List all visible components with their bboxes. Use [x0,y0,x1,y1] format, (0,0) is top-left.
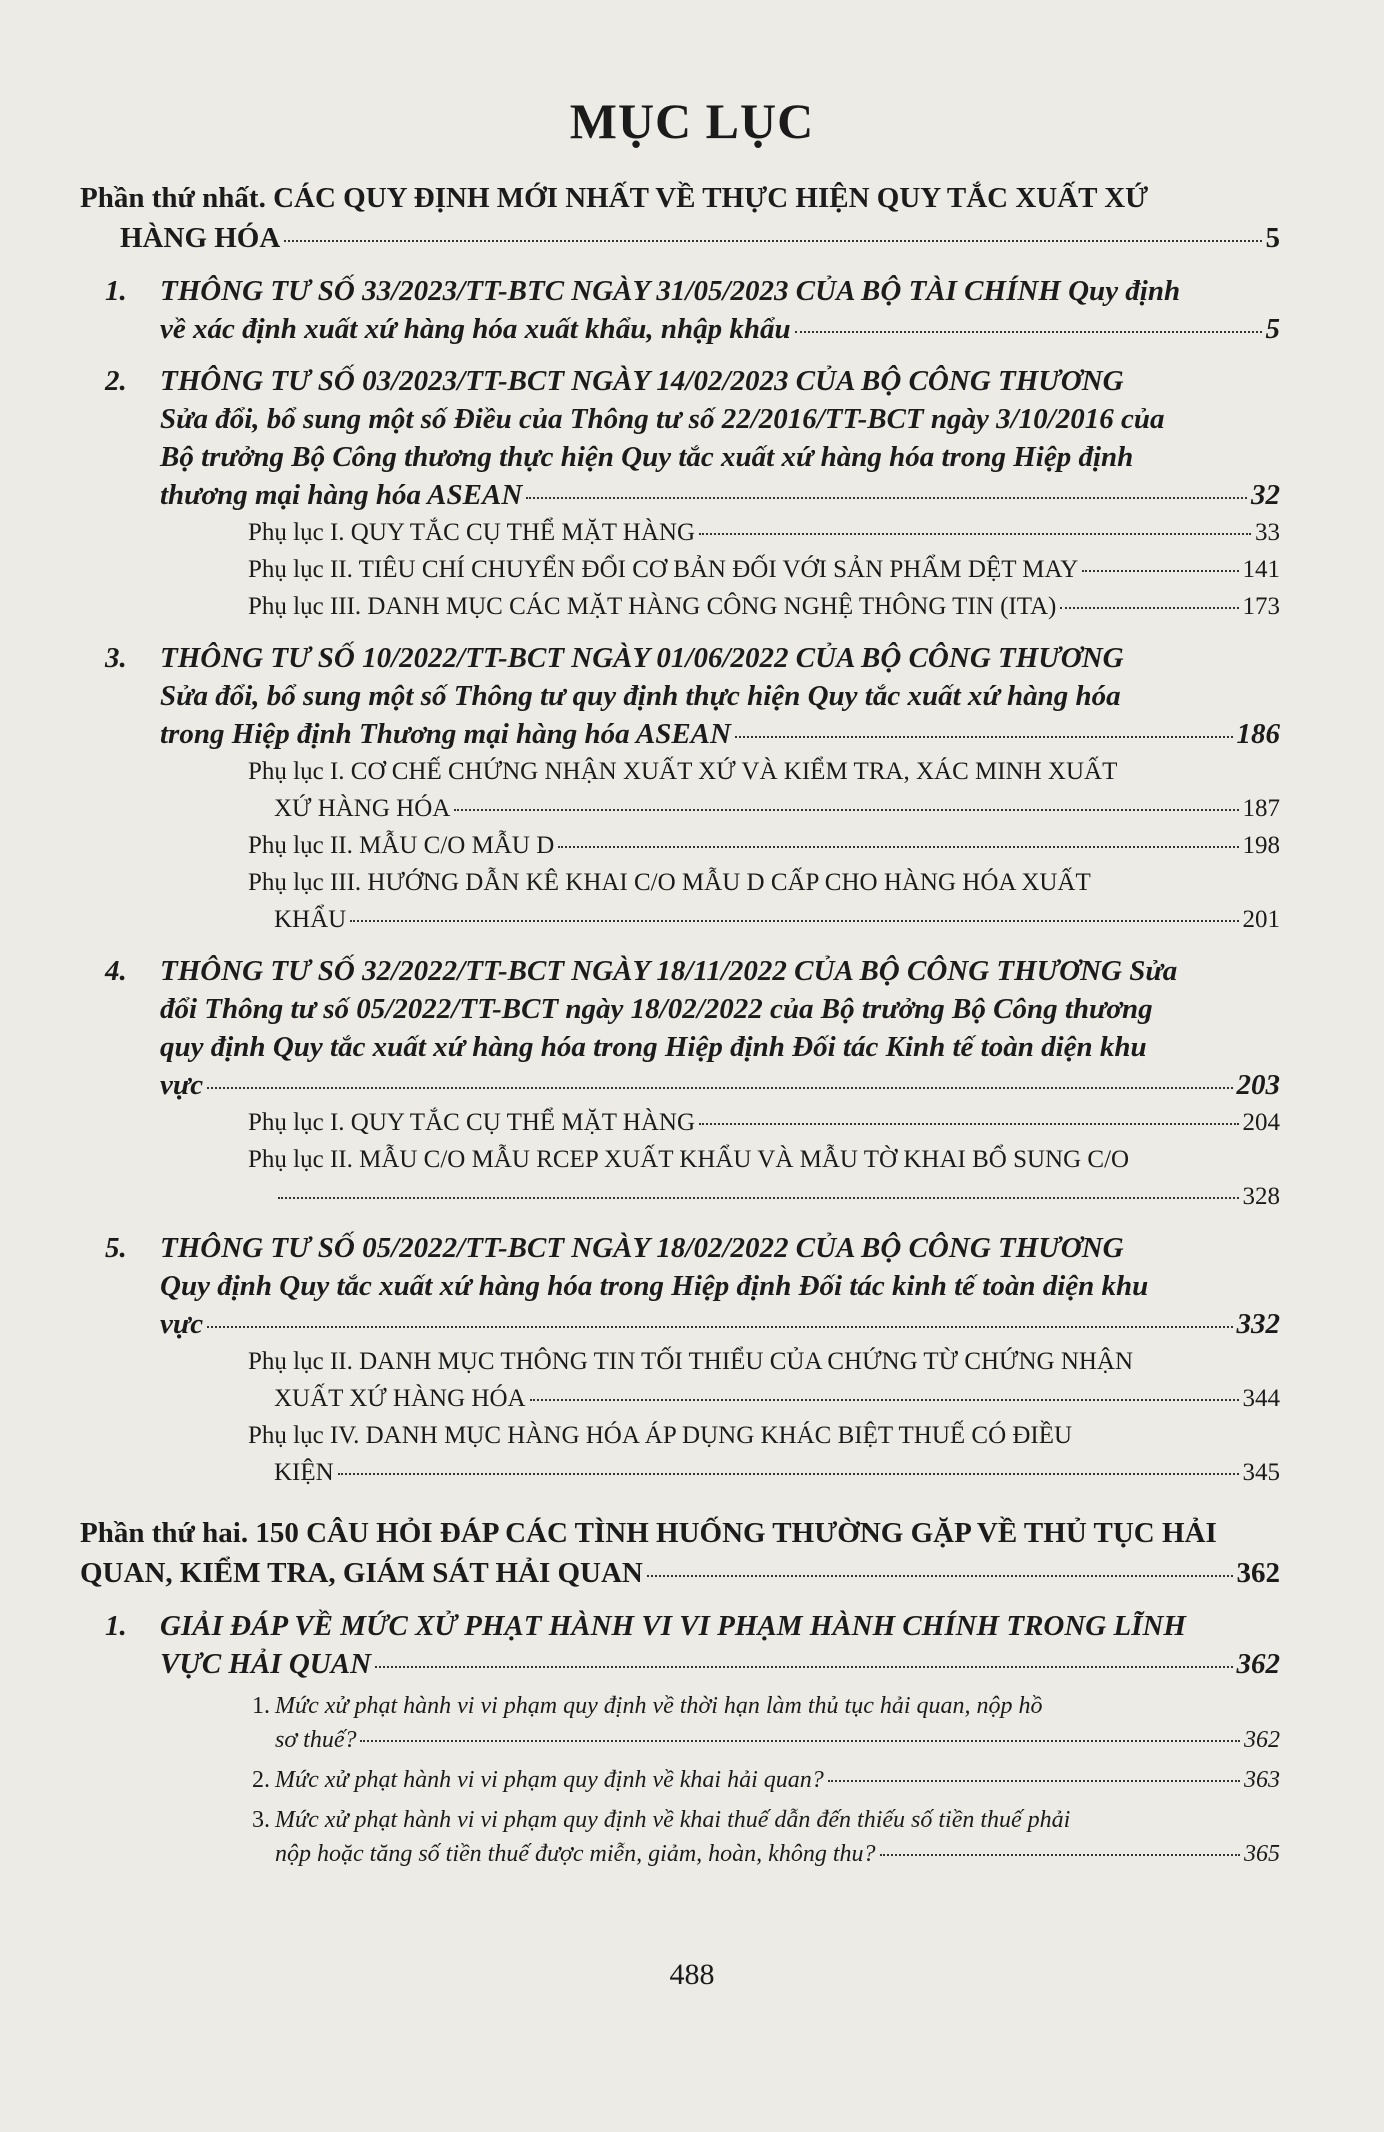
question-entry [80,1803,1280,1871]
entry-page: 345 [1242,1459,1280,1486]
appendix-title-line: Phụ lục II. DANH MỤC THÔNG TIN TỐI THIỂU CỦA CHỨNG TỪ CHỨNG NHẬN [248,1348,1134,1375]
section-title-line: đổi Thông tư số 05/2022/TT-BCT ngày 18/02/2022 của Bộ trưởng Bộ Công thương [160,993,1153,1025]
dot-leader [278,1197,1239,1199]
section-title-line: THÔNG TƯ SỐ 03/2023/TT-BCT NGÀY 14/02/2023 CỦA BỘ CÔNG THƯƠNG [160,365,1124,397]
section-title-line: Sửa đổi, bổ sung một số Điều của Thông tư số 22/2016/TT-BCT ngày 3/10/2016 của [160,403,1165,435]
section-title-line: quy định Quy tắc xuất xứ hàng hóa trong Hiệp định Đối tác Kinh tế toàn diện khu [160,1031,1147,1063]
section-title-line: THÔNG TƯ SỐ 10/2022/TT-BCT NGÀY 01/06/2022 CỦA BỘ CÔNG THƯƠNG [160,642,1124,674]
section-body [80,1229,1280,1343]
dot-leader [828,1780,1240,1782]
dot-leader [647,1575,1233,1577]
section-title-line: THÔNG TƯ SỐ 05/2022/TT-BCT NGÀY 18/02/2022 CỦA BỘ CÔNG THƯƠNG [160,1232,1124,1264]
entry-text-tail: Phụ lục I. QUY TẮC CỤ THỂ MẶT HÀNG [248,1109,695,1136]
dot-leader [735,736,1233,738]
section-body [80,272,1280,348]
question-number: 1. [252,1693,270,1719]
entry-page: 365 [1244,1841,1280,1867]
appendix-entry [80,864,1280,938]
section-title-last-line [160,715,1280,753]
part-2-title-line1: Phần thứ hai. 150 CÂU HỎI ĐÁP CÁC TÌNH HUỐNG THƯỜNG GẶP VỀ THỦ TỤC HẢI [80,1517,1217,1549]
dot-leader [1082,570,1238,572]
entry-text-tail: vực [160,1069,204,1101]
appendix-title-last-line [248,1178,1280,1215]
entry-text-tail: XUẤT XỨ HÀNG HÓA [274,1385,526,1412]
section-number: 3. [105,642,127,674]
entry-text-tail: Phụ lục III. DANH MỤC CÁC MẶT HÀNG CÔNG NGHỆ THÔNG TIN (ITA) [248,593,1057,620]
entry-text-tail: KIỆN [274,1459,334,1486]
dot-leader [699,1123,1239,1125]
entry-page: 362 [1244,1727,1280,1753]
appendix-title-line: Phụ lục II. MẪU C/O MẪU RCEP XUẤT KHẨU VÀ MẪU TỜ KHAI BỔ SUNG C/O [248,1146,1130,1173]
section-title-line: THÔNG TƯ SỐ 32/2022/TT-BCT NGÀY 18/11/2022 CỦA BỘ CÔNG THƯƠNG Sửa [160,955,1178,987]
dot-leader [530,1399,1239,1401]
entry-page: 328 [1242,1183,1280,1210]
dot-leader [207,1326,1232,1328]
appendix-title-line [248,1104,1280,1141]
appendix-title-line: Phụ lục I. CƠ CHẾ CHỨNG NHẬN XUẤT XỨ VÀ KIỂM TRA, XÁC MINH XUẤT [248,758,1118,785]
appendix-title-last-line [248,1380,1280,1417]
section-title-line: Bộ trưởng Bộ Công thương thực hiện Quy tắc xuất xứ hàng hóa trong Hiệp định [160,441,1134,473]
appendix-title-line [248,514,1280,551]
question-text-last-line [275,1837,1280,1871]
section-title-last-line [160,476,1280,514]
part-1-title-line2 [80,218,1280,258]
section-entry [80,952,1280,1104]
entry-text-tail: vực [160,1308,204,1340]
entry-page: 198 [1242,832,1280,859]
dot-leader [526,497,1247,499]
part-2-title-line2 [80,1553,1280,1593]
section-title-line: Quy định Quy tắc xuất xứ hàng hóa trong Hiệp định Đối tác kinh tế toàn diện khu [160,1270,1149,1302]
entry-page: 173 [1242,593,1280,620]
page-number-footer: 488 [669,1958,715,1991]
appendix-entry [80,753,1280,827]
entry-page: 201 [1242,906,1280,933]
entry-page: 33 [1255,519,1280,546]
entry-page: 187 [1242,795,1280,822]
section-title-last-line [160,1305,1280,1343]
question-text-line: Mức xử phạt hành vi vi phạm quy định về thời hạn làm thủ tục hải quan, nộp hồ [275,1693,1043,1719]
section-number: 1. [105,275,127,307]
part-2-title-tail: QUAN, KIỂM TRA, GIÁM SÁT HẢI QUAN [80,1557,643,1589]
section-body [80,952,1280,1104]
part-1-title-line1: Phần thứ nhất. CÁC QUY ĐỊNH MỚI NHẤT VỀ THỰC HIỆN QUY TẮC XUẤT XỨ [80,182,1149,214]
dot-leader [360,1740,1240,1742]
part-2-section-1 [80,1607,1280,1683]
dot-leader [350,920,1238,922]
question-entry [80,1689,1280,1757]
part-1-page: 5 [1265,222,1280,254]
question-entry [80,1763,1280,1797]
appendix-title-line [248,588,1280,625]
section-body [80,362,1280,514]
section-title-last-line [160,1066,1280,1104]
section-number: 4. [105,955,127,987]
part-1-title-tail: HÀNG HÓA [120,222,281,254]
question-number: 2. [252,1767,270,1793]
section-body [80,639,1280,753]
entry-text-tail: KHẨU [274,906,347,933]
appendix-title-last-line [248,790,1280,827]
appendix-title-line [248,551,1280,588]
appendix-entry [80,1343,1280,1417]
question-text-line: Mức xử phạt hành vi vi phạm quy định về khai thuế dẫn đến thiếu số tiền thuế phải [275,1807,1071,1833]
appendix-title-line: Phụ lục IV. DANH MỤC HÀNG HÓA ÁP DỤNG KHÁC BIỆT THUẾ CÓ ĐIỀU [248,1422,1073,1449]
entry-text-tail: nộp hoặc tăng số tiền thuế được miễn, giảm, hoàn, không thu? [275,1841,876,1867]
dot-leader [558,846,1238,848]
dot-leader [284,240,1261,242]
appendix-entry [80,1141,1280,1215]
part-1-heading [80,178,1280,258]
question-number: 3. [252,1807,270,1833]
page-title: MỤC LỤC [569,93,815,149]
section-title-line: Sửa đổi, bổ sung một số Thông tư quy định thực hiện Quy tắc xuất xứ hàng hóa [160,680,1121,712]
entry-text-tail: sơ thuế? [275,1727,357,1753]
entry-page: 363 [1244,1767,1280,1793]
entry-text-tail: XỨ HÀNG HÓA [274,795,451,822]
entry-page: 141 [1242,556,1280,583]
entry-page: 186 [1236,718,1280,750]
appendix-title-last-line [248,901,1280,938]
appendix-entry [80,551,1280,588]
appendix-entry [80,1104,1280,1141]
appendix-entry [80,588,1280,625]
section-title-line: GIẢI ĐÁP VỀ MỨC XỬ PHẠT HÀNH VI VI PHẠM HÀNH CHÍNH TRONG LĨNH [160,1610,1186,1642]
dot-leader [1060,607,1238,609]
section-title-line: THÔNG TƯ SỐ 33/2023/TT-BTC NGÀY 31/05/2023 CỦA BỘ TÀI CHÍNH Quy định [160,275,1181,307]
entry-text-tail: Mức xử phạt hành vi vi phạm quy định về khai hải quan? [275,1767,824,1793]
entry-text-tail: về xác định xuất xứ hàng hóa xuất khẩu, nhập khẩu [160,313,791,345]
appendix-entry [80,827,1280,864]
entry-page: 344 [1242,1385,1280,1412]
dot-leader [795,331,1262,333]
section-entry [80,362,1280,514]
section-number: 5. [105,1232,127,1264]
dot-leader [454,809,1238,811]
entry-page: 5 [1265,313,1280,345]
section-title-tail: VỰC HẢI QUAN [160,1648,372,1680]
dot-leader [338,1473,1239,1475]
appendix-entry [80,514,1280,551]
section-number: 1. [105,1610,127,1642]
dot-leader [699,533,1251,535]
dot-leader [880,1854,1241,1856]
question-text-last-line [275,1723,1280,1757]
section-entry [80,1229,1280,1343]
entry-page: 332 [1236,1308,1280,1340]
section-title-last-line [160,1645,1280,1683]
dot-leader [375,1666,1232,1668]
entry-text-tail: Phụ lục II. TIÊU CHÍ CHUYỂN ĐỔI CƠ BẢN ĐỐI VỚI SẢN PHẨM DỆT MAY [248,556,1079,583]
entry-page: 32 [1251,479,1280,511]
section-entry [80,639,1280,753]
entry-text-tail: trong Hiệp định Thương mại hàng hóa ASEAN [160,718,731,750]
appendix-title-line [248,827,1280,864]
section-number: 2. [105,365,127,397]
entry-page: 203 [1236,1069,1280,1101]
part-2-page: 362 [1236,1557,1280,1589]
section-entry [80,272,1280,348]
appendix-title-line: Phụ lục III. HƯỚNG DẪN KÊ KHAI C/O MẪU D CẤP CHO HÀNG HÓA XUẤT [248,869,1091,896]
table-of-contents [80,178,1280,1871]
part-2-heading [80,1513,1280,1593]
entry-text-tail: Phụ lục II. MẪU C/O MẪU D [248,832,555,859]
dot-leader [207,1087,1232,1089]
question-text-last-line [275,1763,1280,1797]
appendix-title-last-line [248,1454,1280,1491]
section-page: 362 [1236,1648,1280,1680]
entry-text-tail: Phụ lục I. QUY TẮC CỤ THỂ MẶT HÀNG [248,519,695,546]
section-title-last-line [160,310,1280,348]
entry-text-tail: thương mại hàng hóa ASEAN [160,479,523,511]
appendix-entry [80,1417,1280,1491]
entry-page: 204 [1242,1109,1280,1136]
